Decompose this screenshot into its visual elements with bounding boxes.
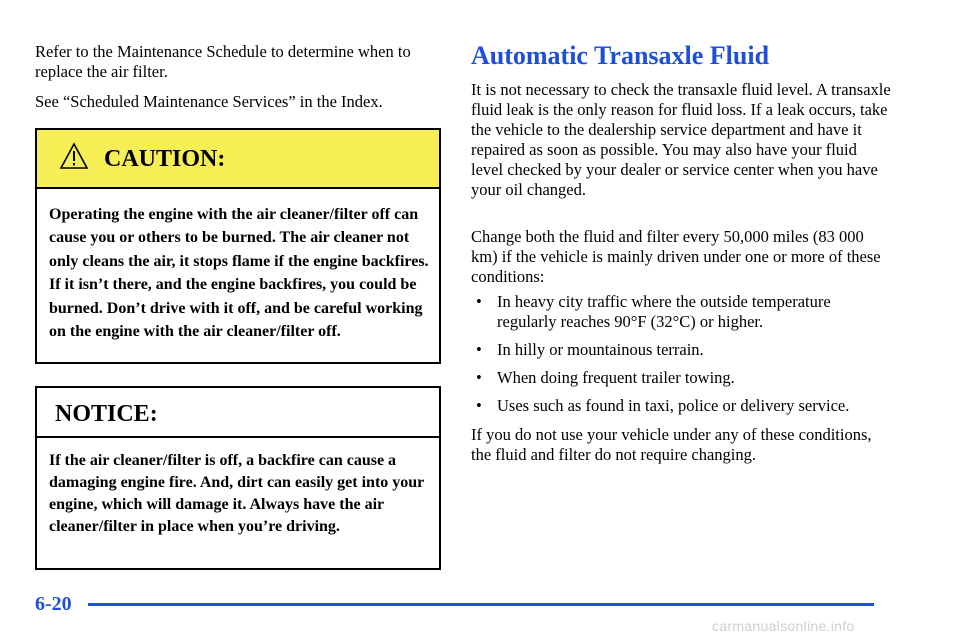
notice-box	[35, 386, 441, 570]
footer-divider	[88, 603, 874, 606]
air-filter-paragraph: Refer to the Maintenance Schedule to determine when to replace the air filter.	[35, 42, 411, 81]
list-item: • Uses such as found in taxi, police or delivery service.	[476, 396, 850, 415]
notice-header	[37, 388, 439, 438]
index-reference-paragraph: See “Scheduled Maintenance Services” in the Index.	[35, 92, 383, 111]
list-item: • In heavy city traffic where the outside temperature regularly reaches 90°F (32°C) or higher.	[476, 292, 831, 331]
notice-title: NOTICE:	[55, 401, 158, 427]
bullet-icon: •	[476, 368, 482, 387]
caution-box	[35, 128, 441, 364]
caution-title: CAUTION:	[104, 146, 226, 172]
conditions-list	[471, 292, 891, 424]
list-item: • When doing frequent trailer towing.	[476, 368, 735, 387]
list-item: • In hilly or mountainous terrain.	[476, 340, 704, 359]
caution-text: Operating the engine with the air cleaner/filter off can cause you or others to be burned. The air cleaner not only cleans the air, it stops flame if the engine backfires. If it isn’t there, and the engine backfires, you could be burned. Don’t drive with it off, and be careful working on the engine with the air cleaner/filter off.	[49, 206, 429, 341]
section-heading: Automatic Transaxle Fluid	[471, 41, 770, 70]
notice-text: If the air cleaner/filter is off, a backfire can cause a damaging engine fire. And, dirt can easily get into your engine, which will damage it. Always have the air cleaner/filter in place when you’re driving.	[49, 452, 424, 535]
caution-header	[37, 130, 439, 189]
watermark: carmanualsonline.info	[712, 618, 855, 634]
bullet-icon: •	[476, 292, 482, 311]
no-change-paragraph: If you do not use your vehicle under any of these conditions, the fluid and filter do not require changing.	[471, 425, 872, 464]
bullet-icon: •	[476, 396, 482, 415]
page-number: 6-20	[35, 593, 72, 615]
fluid-check-paragraph: It is not necessary to check the transaxle fluid level. A transaxle fluid leak is the only reason for fluid loss. If a leak occurs, take the vehicle to the dealership service department and have it repaired as soon as possible. You may also have your fluid level checked by your dealer or service center when you have your oil changed.	[471, 80, 891, 199]
bullet-icon: •	[476, 340, 482, 359]
fluid-change-paragraph: Change both the fluid and filter every 50,000 miles (83 000 km) if the vehicle is mainly driven under one or more of these conditions:	[471, 227, 881, 286]
warning-triangle-icon	[59, 142, 89, 175]
